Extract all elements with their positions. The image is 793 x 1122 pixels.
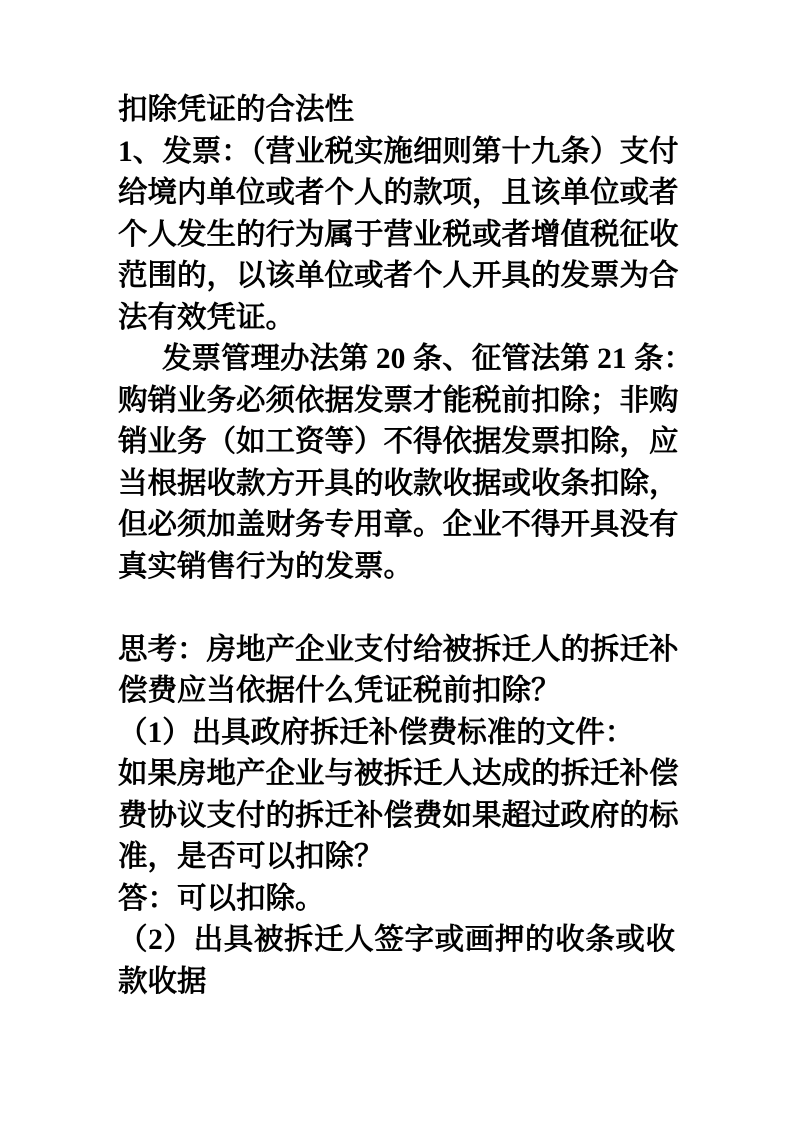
text-line: 发票管理办法第 20 条、征管法第 21 条： (162, 343, 694, 375)
text-line: 费协议支付的拆迁补偿费如果超过政府的标 (118, 799, 679, 832)
text-line: 准，是否可以扣除？ (118, 841, 384, 873)
text-line: 当根据收款方开具的收款收据或收条扣除， (118, 467, 679, 500)
text-line: 1、发票：（营业税实施细则第十九条）支付 (118, 135, 679, 168)
text-line: 款收据 (118, 965, 207, 998)
document-title: 扣除凭证的合法性 (118, 94, 355, 126)
text-line: 给境内单位或者个人的款项，且该单位或者 (118, 177, 679, 209)
text-line: 思考：房地产企业支付给被拆迁人的拆迁补 (118, 633, 679, 666)
text-line: 如果房地产企业与被拆迁人达成的拆迁补偿 (118, 758, 679, 790)
text-line: （2）出具被拆迁人签字或画押的收条或收 (118, 924, 675, 956)
text-line: 个人发生的行为属于营业税或者增值税征收 (118, 218, 679, 251)
text-line: （1）出具政府拆迁补偿费标准的文件： (118, 716, 635, 749)
text-line: 范围的，以该单位或者个人开具的发票为合 (118, 260, 679, 292)
text-line: 答：可以扣除。 (118, 882, 325, 915)
text-line: 但必须加盖财务专用章。企业不得开具没有 (118, 509, 679, 541)
text-line: 销业务（如工资等）不得依据发票扣除，应 (118, 426, 679, 458)
text-line: 法有效凭证。 (118, 301, 296, 334)
text-line: 真实销售行为的发票。 (118, 550, 414, 583)
page-text (118, 90, 694, 1003)
text-line: 购销业务必须依据发票才能税前扣除；非购 (118, 384, 679, 417)
blank-line (118, 588, 675, 630)
text-line: 偿费应当依据什么凭证税前扣除？ (118, 675, 561, 707)
